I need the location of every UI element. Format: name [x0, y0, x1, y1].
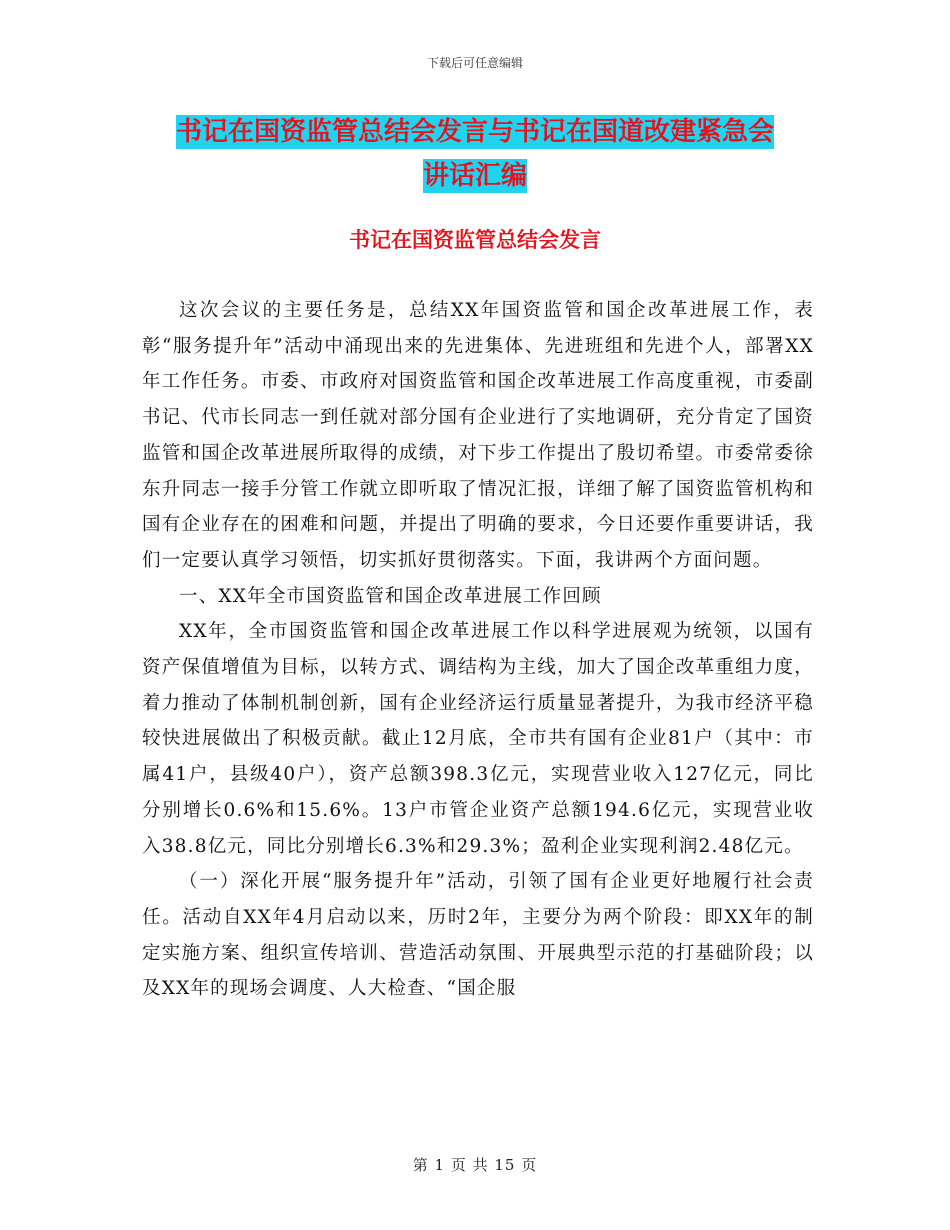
paragraph-review: XX年，全市国资监管和国企改革进展工作以科学进展观为统领，以国有资产保值增值为目标，以转方式、调结构为主线，加大了国企改革重组力度，着力推动了体制机制创新，国有企业经济运行质量显著提升，为我市经济平稳较快进展做出了积极贡献。截止12月底，全市共有国有企业81户（其中：市属41户，县级40户），资产总额398.3亿元，实现营业收入127亿元，同比分别增长0.6%和15.6%。13户市管企业资产总额194.6亿元，实现营业收入38.8亿元，同比分别增长6.3%和29.3%；盈利企业实现利润2.48亿元。: [142, 621, 814, 857]
section-title: 书记在国资监管总结会发言: [349, 227, 601, 252]
document-title-line-2: 讲话汇编: [422, 161, 527, 191]
paragraph-subheading-1: （一）深化开展“服务提升年”活动，引领了国有企业更好地履行社会责任。活动自XX年4月启动以来，历时2年，主要分为两个阶段：即XX年的制定实施方案、组织宣传培训、营造活动氛围、开展典型示范的打基础阶段；以及XX年的现场会调度、人大检查、“国企服: [142, 871, 814, 1000]
paragraph-heading-1: 一、XX年全市国资监管和国企改革进展工作回顾: [179, 585, 602, 607]
document-title: [140, 110, 810, 198]
header-note: 下载后可任意编辑: [426, 56, 523, 70]
page-footer: 第 1 页 共 15 页: [412, 1156, 538, 1174]
paragraph-intro: 这次会议的主要任务是，总结XX年国资监管和国企改革进展工作，表彰“服务提升年”活动中涌现出来的先进集体、先进班组和先进个人，部署XX年工作任务。市委、市政府对国资监管和国企改革进展工作高度重视，市委副书记、代市长同志一到任就对部分国有企业进行了实地调研，充分肯定了国资监管和国企改革进展所取得的成绩，对下步工作提出了殷切希望。市委常委徐东升同志一接手分管工作就立即听取了情况汇报，详细了解了国资监管机构和国有企业存在的困难和问题，并提出了明确的要求，今日还要作重要讲话，我们一定要认真学习领悟，切实抓好贯彻落实。下面，我讲两个方面问题。: [142, 300, 814, 571]
document-body: [142, 293, 814, 1007]
document-title-line-1: 书记在国资监管总结会发言与书记在国道改建紧急会: [175, 117, 774, 147]
